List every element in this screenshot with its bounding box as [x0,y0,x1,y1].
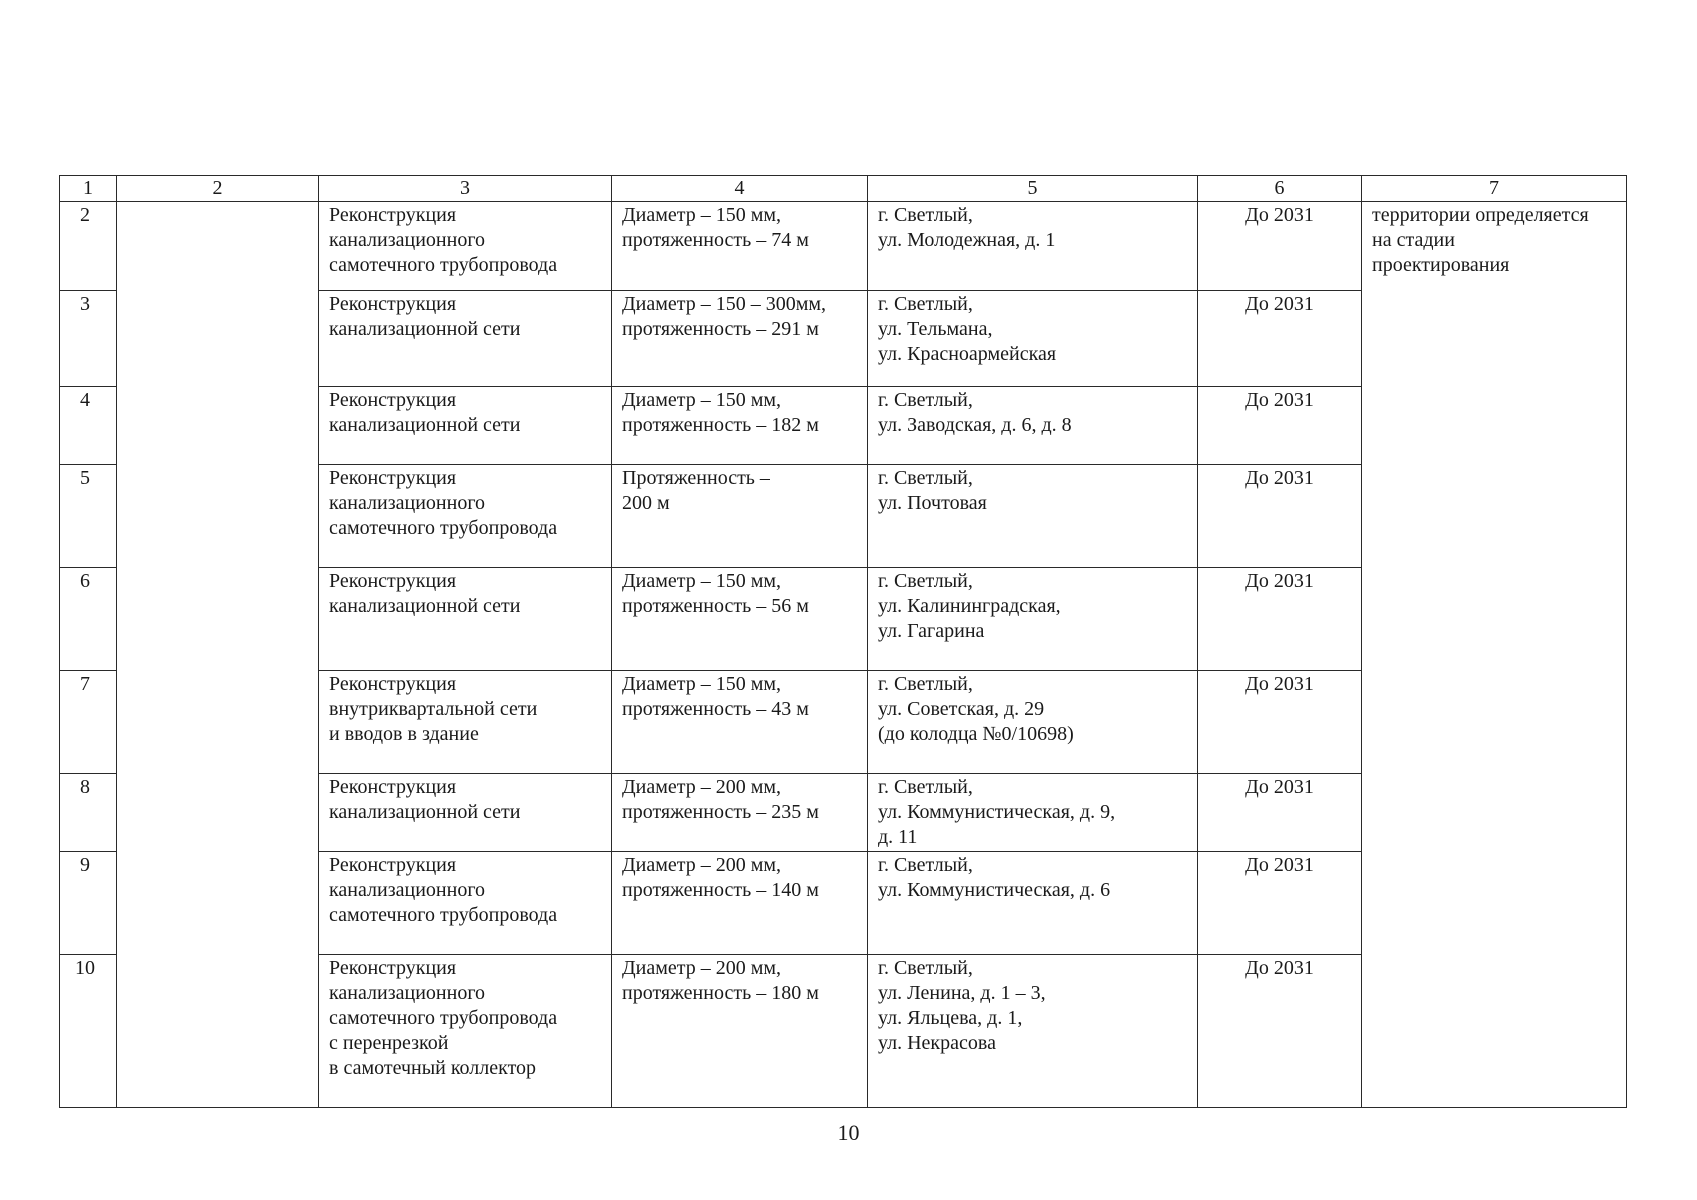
row-number-cell [60,955,117,1108]
project-name: Реконструкция канализационного самотечного трубопровода с перенрезкой в самотечный коллектор [329,957,558,1079]
deadline: До 2031 [1245,957,1314,979]
parameters: Диаметр – 150 мм, протяженность – 43 м [622,673,809,720]
column-7-note: территории определяется на стадии проектирования [1372,204,1589,276]
project-name-cell [319,291,612,387]
deadline-cell [1198,291,1362,387]
address-cell [868,671,1198,774]
address-cell [868,568,1198,671]
deadline-cell [1198,671,1362,774]
project-name: Реконструкция внутриквартальной сети и вводов в здание [329,673,538,745]
project-name-cell [319,774,612,852]
deadline: До 2031 [1245,293,1314,315]
address: г. Светлый, ул. Тельмана, ул. Красноармейская [878,293,1057,365]
header-col-5: 5 [868,176,1198,202]
row-number-cell [60,568,117,671]
deadline-cell [1198,774,1362,852]
parameters-cell [612,955,868,1108]
address: г. Светлый, ул. Ленина, д. 1 – 3, ул. Яльцева, д. 1, ул. Некрасова [878,957,1046,1054]
parameters-cell [612,202,868,291]
row-number: 5 [80,467,90,489]
project-name: Реконструкция канализационной сети [329,570,521,617]
address-cell [868,202,1198,291]
deadline: До 2031 [1245,204,1314,226]
project-name: Реконструкция канализационного самотечного трубопровода [329,854,558,926]
row-number-cell [60,465,117,568]
merged-column-2-cell [117,202,319,1108]
deadline-cell [1198,955,1362,1108]
parameters-cell [612,671,868,774]
page-number: 10 [837,1120,860,1145]
row-number: 4 [80,389,90,411]
project-name-cell [319,852,612,955]
deadline-cell [1198,202,1362,291]
project-name: Реконструкция канализационной сети [329,389,521,436]
deadline: До 2031 [1245,673,1314,695]
row-number: 7 [80,673,90,695]
parameters: Диаметр – 150 мм, протяженность – 56 м [622,570,809,617]
address-cell [868,387,1198,465]
project-name-cell [319,671,612,774]
parameters: Диаметр – 200 мм, протяженность – 180 м [622,957,819,1004]
table-row [60,202,1627,291]
parameters: Диаметр – 150 мм, протяженность – 74 м [622,204,809,251]
address: г. Светлый, ул. Коммунистическая, д. 6 [878,854,1111,901]
row-number-cell [60,387,117,465]
row-number: 8 [80,776,90,798]
row-number-cell [60,671,117,774]
project-name-cell [319,387,612,465]
header-row [60,176,1627,202]
deadline: До 2031 [1245,854,1314,876]
deadline-cell [1198,568,1362,671]
row-number-cell [60,291,117,387]
header-col-3: 3 [319,176,612,202]
parameters-cell [612,568,868,671]
deadline: До 2031 [1245,467,1314,489]
address: г. Светлый, ул. Почтовая [878,467,987,514]
deadline-cell [1198,387,1362,465]
header-col-4: 4 [612,176,868,202]
merged-column-7-cell [1362,202,1627,1108]
parameters-cell [612,291,868,387]
deadline: До 2031 [1245,570,1314,592]
row-number-cell [60,202,117,291]
header-col-2: 2 [117,176,319,202]
header-col-6: 6 [1198,176,1362,202]
header-col-1: 1 [60,176,117,202]
row-number: 2 [80,204,90,226]
parameters-cell [612,774,868,852]
parameters: Диаметр – 150 – 300мм, протяженность – 291 м [622,293,827,340]
deadline-cell [1198,852,1362,955]
deadline-cell [1198,465,1362,568]
project-name: Реконструкция канализационной сети [329,293,521,340]
deadline: До 2031 [1245,776,1314,798]
address-cell [868,852,1198,955]
project-name: Реконструкция канализационного самотечного трубопровода [329,204,558,276]
project-name-cell [319,202,612,291]
project-name-cell [319,955,612,1108]
row-number: 9 [80,854,90,876]
row-number: 10 [75,957,95,979]
parameters-cell [612,465,868,568]
reconstruction-table [59,175,1627,1108]
deadline: До 2031 [1245,389,1314,411]
header-col-7: 7 [1362,176,1627,202]
parameters-cell [612,387,868,465]
parameters: Диаметр – 150 мм, протяженность – 182 м [622,389,819,436]
row-number-cell [60,774,117,852]
address: г. Светлый, ул. Молодежная, д. 1 [878,204,1056,251]
parameters: Диаметр – 200 мм, протяженность – 140 м [622,854,819,901]
row-number: 3 [80,293,90,315]
address: г. Светлый, ул. Коммунистическая, д. 9, д. 11 [878,776,1116,848]
address-cell [868,291,1198,387]
address: г. Светлый, ул. Калининградская, ул. Гагарина [878,570,1061,642]
project-name-cell [319,568,612,671]
address-cell [868,955,1198,1108]
project-name: Реконструкция канализационной сети [329,776,521,823]
address: г. Светлый, ул. Советская, д. 29 (до колодца №0/10698) [878,673,1074,745]
address: г. Светлый, ул. Заводская, д. 6, д. 8 [878,389,1072,436]
project-name: Реконструкция канализационного самотечного трубопровода [329,467,558,539]
row-number: 6 [80,570,90,592]
parameters-cell [612,852,868,955]
row-number-cell [60,852,117,955]
parameters: Диаметр – 200 мм, протяженность – 235 м [622,776,819,823]
address-cell [868,774,1198,852]
address-cell [868,465,1198,568]
project-name-cell [319,465,612,568]
parameters: Протяженность – 200 м [622,467,770,514]
